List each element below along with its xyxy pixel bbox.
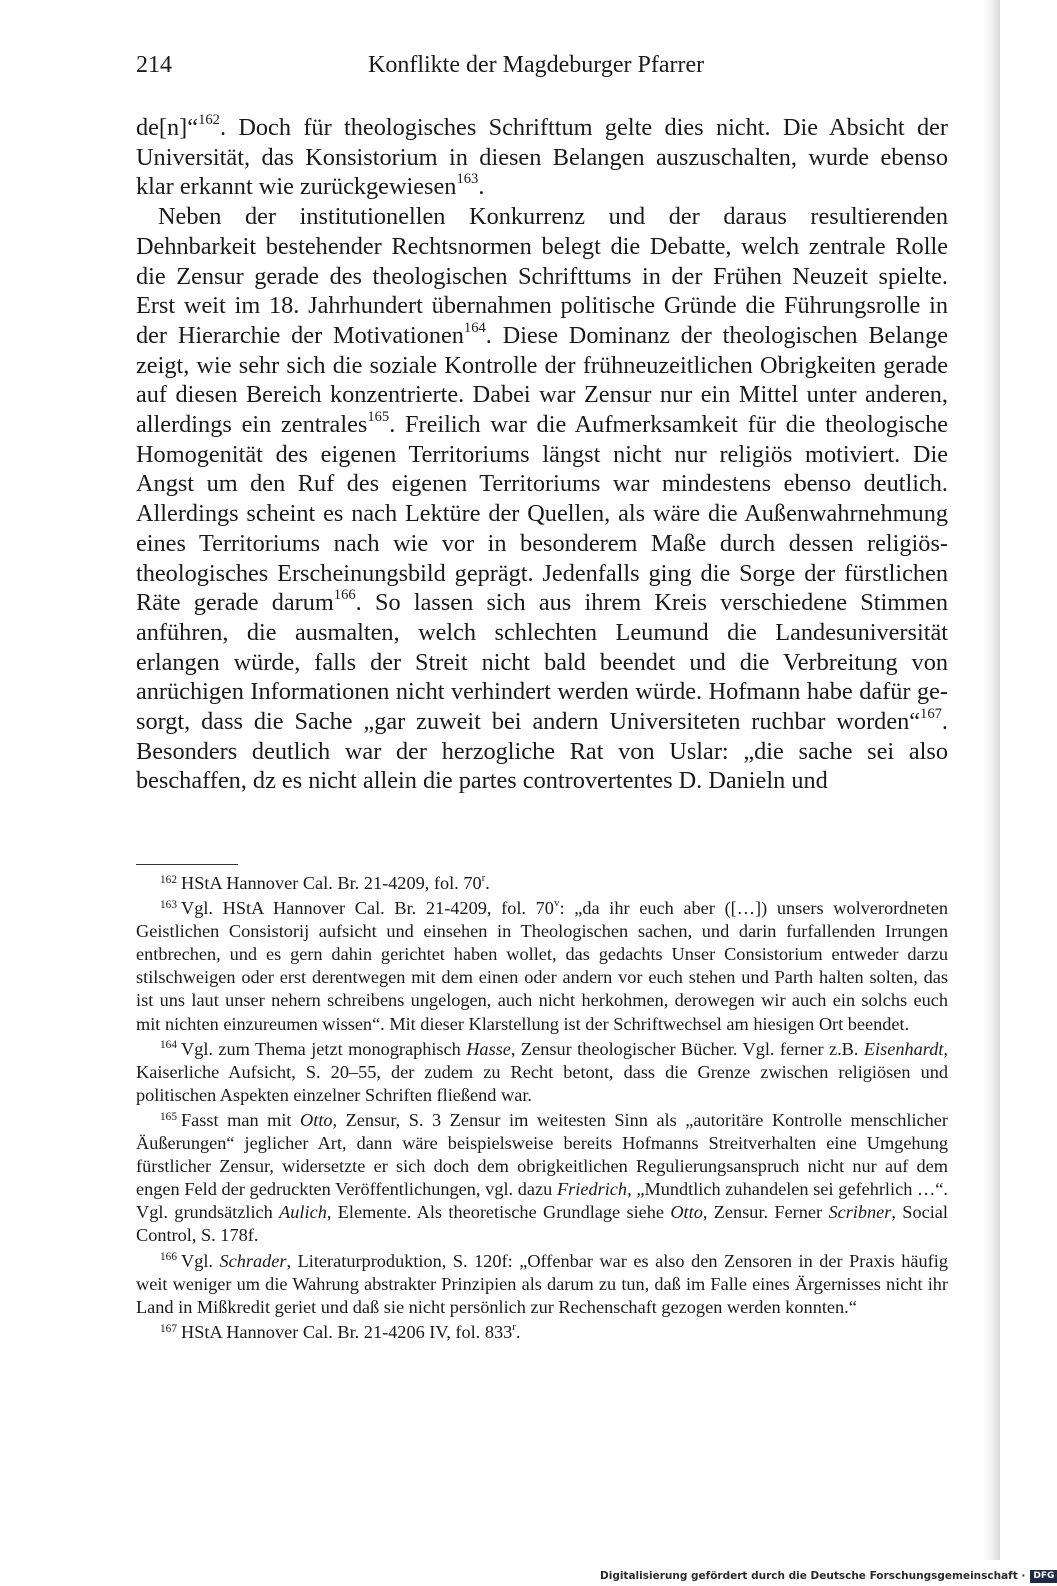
text-run: HStA Hannover Cal. Br. 21-4209, fol. 70 xyxy=(181,873,482,893)
running-head: Konflikte der Magdeburger Pfarrer xyxy=(368,52,705,78)
author-name: Hasse xyxy=(466,1038,511,1059)
footnote-reference: 166 xyxy=(333,587,356,604)
text-run: . Freilich war die Aufmerksamkeit für die theologische Homogenität des eigenen Territoriums längst nicht nur religiös motiviert. Die Angst um den Ruf des eigenen Territoriums war mindestens ebenso deutlich. Allerdings scheint es nach Lektüre der Quellen, als wäre die Außenwahrnehmung eines Territoriums nach wie vor in besonderem Maße durch dessen religiös-theologisches Erscheinungsbild geprägt. Jedenfalls ging die Sorge der fürstlichen Räte gerade darum xyxy=(136,411,948,617)
dfg-logo: DFG xyxy=(1030,1570,1057,1583)
text-run: de[n]“ xyxy=(136,114,199,141)
author-name: Aulich xyxy=(279,1202,327,1223)
page-edge xyxy=(982,0,1000,1560)
footnote-165 xyxy=(136,1109,948,1248)
text-run: Kaiserliche Aufsicht, S. 20–55, der zudem zu Recht betont, dass die Grenze zwischen religiösen und politischen Aspekten einzelner Schriften fließend war. xyxy=(136,1061,948,1105)
footnote-separator xyxy=(136,864,238,865)
text-run: Neben der institutionellen Konkurrenz und der daraus resultierenden Dehnbarkeit bestehender Rechtsnormen belegt die Debatte, welch zentrale Rolle die Zensur gerade des theologischen Schrifttums in der Frühen Neuzeit spielte. Erst weit im 18. Jahrhundert übernahmen politische Gründe die Führungsrolle in der Hierarchie der Motivationen xyxy=(136,203,948,349)
paragraph-1 xyxy=(136,113,948,202)
text-run: . Besonders deutlich war der herzogliche Rat von Uslar: „die sache sei also beschaffen, dz es nicht allein die partes controvertentes D. Danieln und xyxy=(136,708,948,795)
author-name: Friedrich xyxy=(557,1179,628,1200)
text-run: , Elemente. Als theoretische Grundlage siehe xyxy=(326,1202,671,1223)
text-run: . xyxy=(515,1321,521,1342)
text-run: Vgl. HStA Hannover Cal. Br. 21-4209, fol. 70 xyxy=(181,898,554,919)
text-run: , Zensur. Ferner xyxy=(702,1202,829,1223)
text-run: , „Mundtlich zuhandelen sei gefehrlich …“. Vgl. grundsätzlich xyxy=(136,1179,948,1223)
text-run: : „da ihr euch aber ([…]) unsers wolverordneten Geistlichen Consistorij aufsicht und einsehen in Theologischen sachen, und darin furfallenden Irrungen entbrechen, und es gern dahin gerichtet haben wollet, das gedachts Unser Consistorium entweder darzu stilschweigen oder erst derentwegen mit dem einen oder andern vor euch stehen und Parth halten solten, das ist uns laut unser nehern schreibens ungelogen, auch nicht herkohmen, derowegen wir auch ein solchs euch mit nichten einzureumen wissen“. Mit dieser Klarstellung ist der Schriftwechsel am hiesigen Ort beendet. xyxy=(136,898,948,1034)
paragraph-2 xyxy=(136,202,948,796)
text-run: Vgl. zum Thema jetzt monographisch xyxy=(181,1038,467,1059)
text-run: , Zensur theologischer Bücher. Vgl. ferner z.B. xyxy=(510,1038,864,1059)
text-run: . xyxy=(478,173,485,201)
footnote-reference: r xyxy=(512,1320,516,1333)
footnote-164 xyxy=(136,1038,948,1107)
author-name: Schrader xyxy=(219,1250,287,1271)
text-run: . So lassen sich aus ihrem Kreis verschiedene Stimmen anführen, die ausmalten, welch schlechten Leumund die Landesuniversität erlangen würde, falls der Streit nicht bald beendet und die Verbreitung von anrüchigen Informationen nicht verhindert werden würde. Hofmann habe dafür gesorgt, dass die Sache „gar zuweit bei andern Universiteten ruchbar worden“ xyxy=(136,589,948,736)
page-number: 214 xyxy=(136,52,172,78)
footnote-reference: 163 xyxy=(456,171,479,188)
author-name: Otto xyxy=(300,1109,333,1130)
footnote-number: 163 xyxy=(160,898,177,911)
footnote-162 xyxy=(136,872,948,895)
text-run: HStA Hannover Cal. Br. 21-4206 IV, fol. 833 xyxy=(181,1321,513,1342)
footnote-167 xyxy=(136,1321,948,1344)
footnote-reference: 164 xyxy=(463,320,486,336)
footnote-reference: r xyxy=(481,871,486,884)
author-name: Scribner xyxy=(828,1202,892,1223)
footnote-reference: 162 xyxy=(198,112,220,129)
text-run: . Doch für theologisches Schrifttum gelte dies nicht. Die Absicht der Universität, das Konsistorium in diesen Belangen auszuschalten, wurde ebenso klar erkannt wie zurückgewiesen xyxy=(136,114,948,201)
text-run: , Literaturproduktion, S. 120f: „Offenbar war es also den Zensoren in der Praxis häufig weit weniger um die Wahrung abstrakter Prinzipien als darum zu tun, daß im Falle eines Ärgernisses nicht ihr Land in Mißkredit geriet und daß sie nicht persönlich zur Rechenschaft gezogen werden konnten.“ xyxy=(136,1250,948,1317)
text-run: . xyxy=(485,873,490,893)
text-run: . Diese Dominanz der theologischen Belange zeigt, wie sehr sich die soziale Kontrolle der frühneuzeitlichen Obrigkeiten gerade auf diesen Bereich konzentrierte. Dabei war Zensur nur ein Mittel unter anderen, allerdings ein zentrales xyxy=(136,321,948,439)
text-run: , Social Control, S. 178f. xyxy=(136,1202,948,1246)
footnote-number: 164 xyxy=(160,1039,177,1052)
dfg-credit-text: Digitalisierung gefördert durch die Deutsche Forschungsgemeinschaft · xyxy=(600,1570,1026,1582)
text-run: , Zensur, S. 3 Zensur im weitesten Sinn als „autoritäre Kontrolle menschlicher Äußerungen“ jeglicher Art, dann wäre beispielsweise bereits Hofmanns Streitverhalten eine Umgehung fürstlicher Zensur, widersetzte er sich doch dem obrigkeitlichen Regulierungsanspruch nicht nur auf dem engen Feld der gedruckten Veröffentlichungen, vgl. dazu xyxy=(136,1109,948,1200)
text-run: Vgl. xyxy=(181,1250,220,1271)
author-name: Eisenhardt, xyxy=(863,1038,948,1059)
footnote-166 xyxy=(136,1250,948,1319)
footnote-number: 167 xyxy=(160,1322,177,1335)
dfg-footer xyxy=(600,1568,1057,1584)
footnote-number: 166 xyxy=(160,1251,177,1264)
footnote-reference: 167 xyxy=(920,706,942,723)
author-name: Otto xyxy=(670,1202,703,1223)
footnote-number: 162 xyxy=(160,873,177,886)
footnote-number: 165 xyxy=(160,1110,177,1123)
footnote-reference: v xyxy=(553,896,560,909)
body-text xyxy=(136,113,948,796)
footnotes xyxy=(136,872,948,1346)
footnote-163 xyxy=(136,897,948,1036)
page-header xyxy=(136,50,948,80)
text-run: Fasst man mit xyxy=(181,1109,301,1130)
footnote-reference: 165 xyxy=(367,409,390,426)
